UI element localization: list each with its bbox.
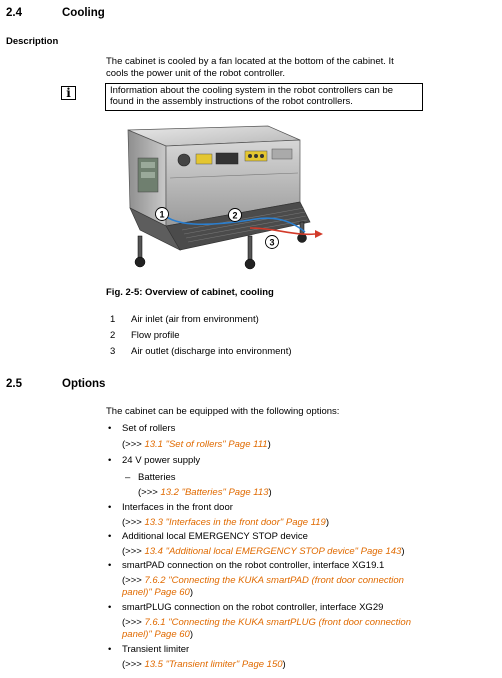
ref-link[interactable]: 13.4 "Additional local EMERGENCY STOP device" Page 143: [144, 546, 402, 557]
info-line: found in the assembly instructions of the robot controllers.: [110, 96, 353, 107]
ref-link[interactable]: panel)" Page 60: [122, 587, 190, 598]
info-line: Information about the cooling system in the robot controllers can be: [110, 85, 394, 96]
ref-prefix: (>>>: [122, 517, 142, 528]
ref-link[interactable]: 7.6.1 "Connecting the KUKA smartPLUG (front door connection: [144, 617, 411, 628]
ref-suffix: ): [282, 659, 286, 670]
ref-prefix: (>>>: [122, 575, 142, 586]
callout-2: [229, 209, 242, 222]
bullet: •: [108, 423, 112, 434]
section-number: 2.4: [6, 7, 22, 19]
yellow-label: [196, 154, 212, 164]
figure-caption: Fig. 2-5: Overview of cabinet, cooling: [106, 287, 274, 298]
legend-number: 2: [110, 330, 116, 341]
legend-number: 1: [110, 314, 116, 325]
cabinet-figure: [100, 118, 330, 280]
connector: [260, 154, 264, 158]
callout-label: 1: [159, 209, 165, 220]
callout-3: [266, 236, 279, 249]
ref-suffix: ): [267, 439, 271, 450]
bullet: •: [108, 644, 112, 655]
intro-line: cools the power unit of the robot controller.: [106, 68, 286, 79]
ref-suffix: ): [401, 546, 405, 557]
intro-line: The cabinet is cooled by a fan located at the bottom of the cabinet. It: [106, 56, 394, 67]
arrowhead: [315, 230, 323, 238]
options-intro: The cabinet can be equipped with the following options:: [106, 406, 340, 417]
section-number: 2.5: [6, 378, 22, 390]
cross-reference: [122, 517, 329, 528]
section-title: Cooling: [62, 7, 105, 19]
dash: –: [125, 472, 131, 483]
ref-link[interactable]: 13.2 "Batteries" Page 113: [160, 487, 269, 498]
ref-link[interactable]: 7.6.2 "Connecting the KUKA smartPAD (front door connection: [144, 575, 404, 586]
ref-suffix: ): [325, 517, 330, 528]
main-switch: [178, 154, 190, 166]
connector-block: [272, 149, 292, 159]
side-module: [141, 162, 155, 168]
side-module: [141, 172, 155, 178]
display-panel: [216, 153, 238, 164]
ref-suffix: ): [268, 487, 272, 498]
option-label: 24 V power supply: [122, 455, 201, 466]
ref-prefix: (>>>: [122, 617, 142, 628]
option-sub-label: Batteries: [138, 472, 176, 483]
cross-reference: [122, 546, 405, 557]
option-label: smartPAD connection on the robot controller, interface XG19.1: [122, 560, 385, 571]
cross-reference-cont: [122, 629, 193, 640]
ref-prefix: (>>>: [122, 659, 142, 670]
legend-text: Air outlet (discharge into environment): [131, 346, 292, 357]
option-label: Transient limiter: [122, 644, 190, 655]
option-label: Interfaces in the front door: [122, 502, 233, 513]
ref-prefix: (>>>: [138, 487, 158, 498]
ref-prefix: (>>>: [122, 546, 142, 557]
callout-label: 3: [269, 237, 275, 248]
ref-suffix: ): [189, 629, 193, 640]
bullet: •: [108, 502, 112, 513]
bullet: •: [108, 602, 112, 613]
cross-reference-cont: [122, 587, 193, 598]
cross-reference: [122, 617, 411, 628]
option-label: smartPLUG connection on the robot controller, interface XG29: [122, 602, 384, 613]
ref-prefix: (>>>: [122, 439, 142, 450]
option-label: Additional local EMERGENCY STOP device: [122, 531, 308, 542]
connector: [254, 154, 258, 158]
legend-text: Air inlet (air from environment): [131, 314, 259, 325]
legend-text: Flow profile: [131, 330, 180, 341]
info-icon: i: [61, 86, 76, 100]
callout-1: [156, 208, 169, 221]
ref-link[interactable]: panel)" Page 60: [122, 629, 190, 640]
legend-number: 3: [110, 346, 116, 357]
ref-link[interactable]: 13.5 "Transient limiter" Page 150: [144, 659, 283, 670]
callout-label: 2: [232, 210, 238, 221]
ref-link[interactable]: 13.3 "Interfaces in the front door" Page 119: [144, 517, 326, 528]
connector: [248, 154, 252, 158]
cross-reference: [122, 659, 286, 670]
option-label: Set of rollers: [122, 423, 176, 434]
ref-suffix: ): [189, 587, 193, 598]
intro-paragraph: [106, 56, 436, 80]
bullet: •: [108, 560, 112, 571]
ref-link[interactable]: 13.1 "Set of rollers" Page 111: [144, 439, 268, 450]
cross-reference: [122, 439, 271, 450]
bullet: •: [108, 455, 112, 466]
bullet: •: [108, 531, 112, 542]
description-label: Description: [6, 36, 59, 47]
section-title: Options: [62, 378, 106, 390]
info-box: [105, 83, 423, 111]
cross-reference: [122, 575, 404, 586]
cross-reference: [138, 487, 272, 498]
